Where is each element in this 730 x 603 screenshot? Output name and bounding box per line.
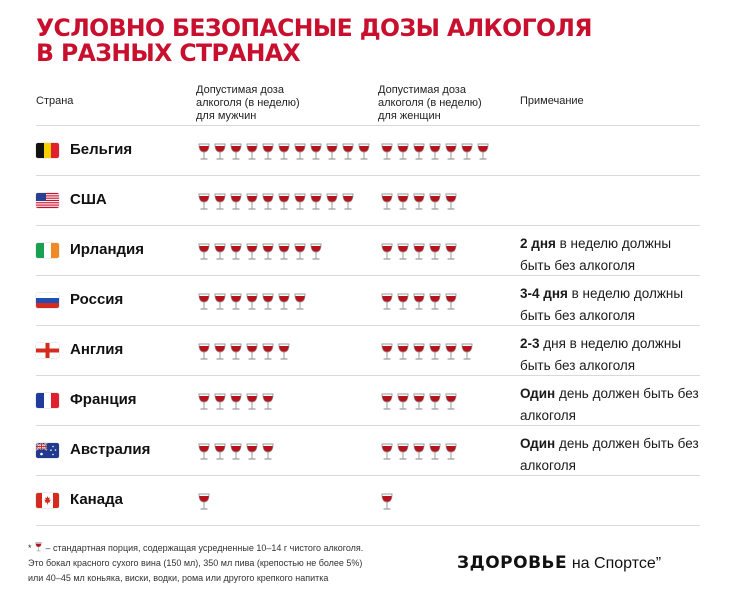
- wine-glass-icon: [260, 343, 276, 361]
- note-text: в неделю должны быть без алкоголя: [520, 236, 672, 273]
- wine-glass-icon: [212, 393, 228, 411]
- table-row: [36, 175, 700, 225]
- note-text: день должен быть без алкоголя: [520, 436, 699, 473]
- wine-glass-icon: [292, 143, 308, 161]
- wine-glass-icon: [244, 393, 260, 411]
- wine-glass-icon: [395, 193, 411, 211]
- footnote: [28, 541, 428, 586]
- wine-glass-icon: [340, 143, 356, 161]
- wine-glass-icon: [260, 143, 276, 161]
- country-name: Бельгия: [70, 141, 133, 158]
- wine-glass-icon: [443, 443, 459, 461]
- wine-glass-icon: [379, 293, 395, 311]
- wine-glass-icon: [324, 193, 340, 211]
- wine-glass-icon: [427, 343, 443, 361]
- wine-glass-icon: [260, 293, 276, 311]
- wine-glass-icon: [411, 193, 427, 211]
- wine-glass-icon: [196, 443, 212, 461]
- row-note: [520, 433, 700, 477]
- country-name: Англия: [70, 341, 124, 358]
- wine-glass-icon: [212, 443, 228, 461]
- men-dose-glasses: [196, 293, 308, 311]
- title-line-2: В РАЗНЫХ СТРАНАХ: [36, 39, 301, 67]
- wine-glass-icon: [475, 143, 491, 161]
- wine-glass-icon: [260, 443, 276, 461]
- wine-glass-icon: [395, 293, 411, 311]
- footnote-text-1: – стандартная порция, содержащая усредненные 10–14 г чистого алкоголя.: [43, 543, 364, 553]
- wine-glass-icon: [427, 193, 443, 211]
- wine-glass-icon: [196, 393, 212, 411]
- wine-glass-icon: [395, 343, 411, 361]
- note-emphasis: Один: [520, 386, 556, 401]
- russia-flag-icon: [36, 293, 59, 308]
- men-dose-glasses: [196, 193, 356, 211]
- wine-glass-icon: [411, 143, 427, 161]
- wine-glass-icon: [411, 293, 427, 311]
- usa-flag-icon: [36, 193, 59, 208]
- women-dose-glasses: [379, 393, 459, 411]
- women-dose-glasses: [379, 243, 459, 261]
- country-name: США: [70, 191, 107, 208]
- wine-glass-icon: [196, 293, 212, 311]
- women-dose-glasses: [379, 443, 459, 461]
- table-row: [36, 225, 700, 275]
- table-row: [36, 425, 700, 475]
- women-dose-glasses: [379, 343, 475, 361]
- country-name: Австралия: [70, 441, 151, 458]
- wine-glass-icon: [228, 143, 244, 161]
- wine-glass-icon: [260, 243, 276, 261]
- country-name: Россия: [70, 291, 124, 308]
- note-emphasis: 3-4 дня: [520, 286, 568, 301]
- women-dose-glasses: [379, 193, 459, 211]
- wine-glass-icon: [379, 343, 395, 361]
- note-text: день должен быть без алкоголя: [520, 386, 699, 423]
- wine-glass-icon: [308, 193, 324, 211]
- wine-glass-icon: [395, 393, 411, 411]
- wine-glass-icon: [244, 143, 260, 161]
- wine-glass-icon: [244, 343, 260, 361]
- wine-glass-icon: [244, 193, 260, 211]
- wine-glass-icon: [308, 143, 324, 161]
- wine-glass-icon: [228, 443, 244, 461]
- wine-glass-icon: [395, 243, 411, 261]
- page-title: [36, 16, 592, 66]
- wine-glass-icon: [459, 343, 475, 361]
- header-women-line-2: алкоголя (в неделю): [378, 97, 482, 109]
- wine-glass-icon: [379, 193, 395, 211]
- table-row: [36, 475, 700, 525]
- australia-flag-icon: [36, 443, 59, 458]
- wine-glass-icon: [356, 143, 372, 161]
- wine-glass-icon: [443, 343, 459, 361]
- wine-glass-icon: [212, 293, 228, 311]
- wine-glass-icon: [212, 343, 228, 361]
- wine-glass-icon: [411, 343, 427, 361]
- wine-glass-icon: [228, 393, 244, 411]
- row-note: [520, 333, 700, 377]
- wine-glass-icon: [196, 493, 212, 511]
- wine-glass-icon: [411, 443, 427, 461]
- wine-glass-icon: [427, 243, 443, 261]
- france-flag-icon: [36, 393, 59, 408]
- wine-glass-icon: [443, 393, 459, 411]
- footnote-line-1: [28, 541, 428, 556]
- brand-sub: на Спортсе”: [571, 555, 662, 572]
- row-note: [520, 383, 700, 427]
- header-country: Страна: [36, 95, 74, 107]
- wine-glass-icon: [196, 343, 212, 361]
- title-line-1: УСЛОВНО БЕЗОПАСНЫЕ ДОЗЫ АЛКОГОЛЯ: [36, 14, 592, 42]
- men-dose-glasses: [196, 243, 324, 261]
- wine-glass-icon: [427, 443, 443, 461]
- ireland-flag-icon: [36, 243, 59, 258]
- wine-glass-icon: [459, 143, 475, 161]
- wine-glass-icon: [276, 343, 292, 361]
- wine-glass-icon: [276, 243, 292, 261]
- note-emphasis: 2 дня: [520, 236, 556, 251]
- wine-glass-icon: [395, 143, 411, 161]
- table-row: [36, 325, 700, 375]
- header-women-line-3: для женщин: [378, 110, 441, 122]
- wine-glass-icon: [379, 493, 395, 511]
- wine-glass-icon: [427, 393, 443, 411]
- wine-glass-icon: [427, 293, 443, 311]
- brand-main: ЗДОРОВЬЕ: [457, 553, 568, 573]
- country-name: Канада: [70, 491, 123, 508]
- header-men-line-2: алкоголя (в неделю): [196, 97, 300, 109]
- wine-glass-icon: [379, 143, 395, 161]
- wine-glass-icon: [212, 143, 228, 161]
- wine-glass-icon: [228, 343, 244, 361]
- table-row: [36, 375, 700, 425]
- wine-glass-icon: [196, 143, 212, 161]
- wine-glass-icon: [340, 193, 356, 211]
- wine-glass-icon: [196, 193, 212, 211]
- belgium-flag-icon: [36, 143, 59, 158]
- note-text: в неделю должны быть без алкоголя: [520, 286, 684, 323]
- wine-glass-icon: [443, 193, 459, 211]
- wine-glass-icon: [260, 193, 276, 211]
- women-dose-glasses: [379, 143, 491, 161]
- men-dose-glasses: [196, 393, 276, 411]
- wine-glass-icon: [244, 243, 260, 261]
- wine-glass-icon: [276, 293, 292, 311]
- wine-glass-icon: [212, 243, 228, 261]
- table-bottom-divider: [36, 525, 700, 526]
- wine-glass-icon: [379, 393, 395, 411]
- footnote-asterisk: *: [28, 543, 35, 553]
- wine-glass-icon: [292, 193, 308, 211]
- wine-glass-icon: [244, 443, 260, 461]
- wine-glass-icon: [292, 293, 308, 311]
- men-dose-glasses: [196, 493, 212, 511]
- wine-glass-icon: [196, 243, 212, 261]
- brand-logo: [457, 552, 661, 575]
- wine-glass-icon: [443, 293, 459, 311]
- note-emphasis: Один: [520, 436, 556, 451]
- table-row: [36, 125, 700, 175]
- footnote-line-2: Это бокал красного сухого вина (150 мл), 350 мл пива (крепостью не более 5%): [28, 558, 363, 568]
- header-women: [378, 84, 482, 123]
- header-women-line-1: Допустимая доза: [378, 84, 466, 96]
- wine-glass-icon: [427, 143, 443, 161]
- table-row: [36, 275, 700, 325]
- note-text: дня в неделю должны быть без алкоголя: [520, 336, 682, 373]
- row-note: [520, 283, 700, 327]
- wine-glass-icon: [292, 243, 308, 261]
- wine-glass-icon: [411, 243, 427, 261]
- wine-glass-icon: [228, 293, 244, 311]
- footnote-line-3: или 40–45 мл коньяка, виски, водки, рома или другого крепкого напитка: [28, 573, 329, 583]
- men-dose-glasses: [196, 443, 276, 461]
- header-men: [196, 84, 300, 123]
- header-men-line-1: Допустимая доза: [196, 84, 284, 96]
- england-flag-icon: [36, 343, 59, 358]
- men-dose-glasses: [196, 343, 292, 361]
- canada-flag-icon: [36, 493, 59, 508]
- wine-glass-icon: [324, 143, 340, 161]
- wine-glass-icon: [443, 243, 459, 261]
- row-note: [520, 233, 700, 277]
- women-dose-glasses: [379, 493, 395, 511]
- wine-glass-icon: [228, 193, 244, 211]
- wine-glass-icon: [228, 243, 244, 261]
- wine-glass-icon: [260, 393, 276, 411]
- wine-glass-icon: [411, 393, 427, 411]
- wine-glass-icon: [379, 443, 395, 461]
- wine-glass-icon: [212, 193, 228, 211]
- wine-glass-icon: [244, 293, 260, 311]
- header-note: Примечание: [520, 95, 584, 107]
- country-name: Ирландия: [70, 241, 144, 258]
- men-dose-glasses: [196, 143, 372, 161]
- wine-glass-icon: [379, 243, 395, 261]
- wine-glass-icon: [276, 143, 292, 161]
- note-emphasis: 2-3: [520, 336, 540, 351]
- wine-glass-icon: [34, 542, 43, 552]
- country-name: Франция: [70, 391, 137, 408]
- header-men-line-3: для мужчин: [196, 110, 257, 122]
- wine-glass-icon: [395, 443, 411, 461]
- wine-glass-icon: [443, 143, 459, 161]
- wine-glass-icon: [308, 243, 324, 261]
- women-dose-glasses: [379, 293, 459, 311]
- wine-glass-icon: [276, 193, 292, 211]
